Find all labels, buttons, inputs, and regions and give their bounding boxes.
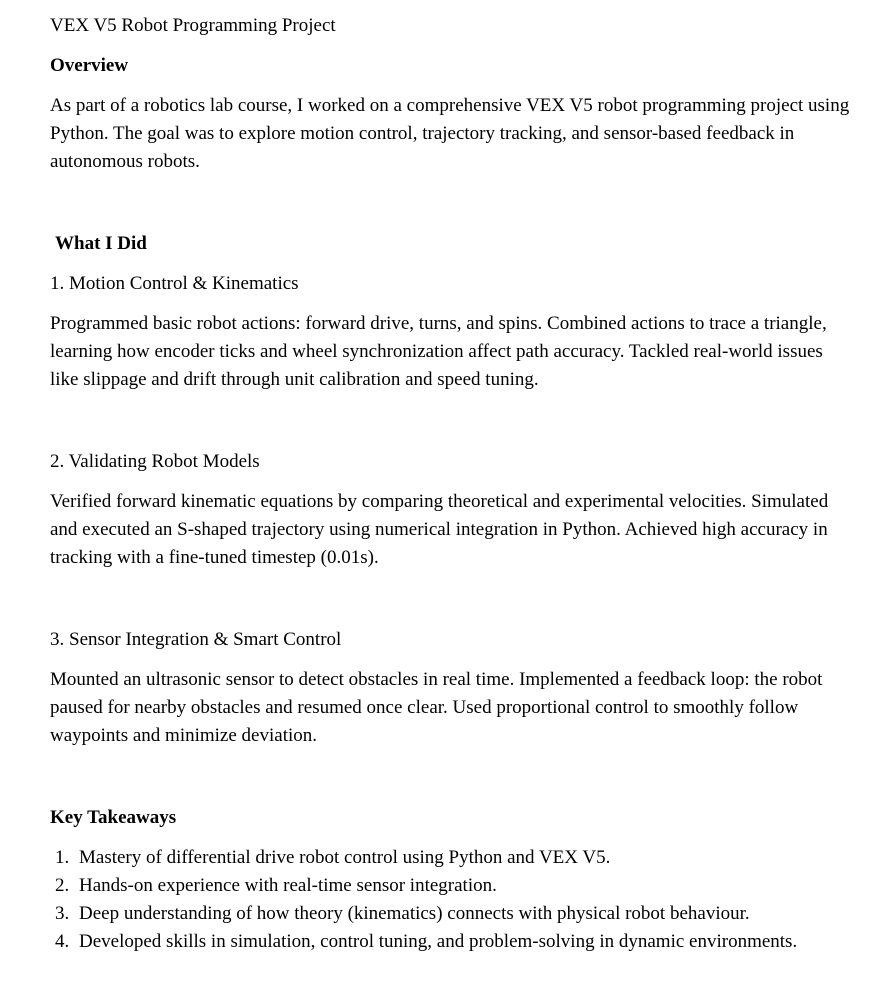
blank-line — [50, 762, 850, 792]
paragraph-sensor-integration: Mounted an ultrasonic sensor to detect obstacles in real time. Implemented a feedback loop: the robot paused for nearby obstacles and resumed once clear. Used proportional control to smoothly follow waypoints and minimize deviation. — [50, 669, 823, 746]
blank-line — [50, 406, 850, 436]
paragraph-validating-models: Verified forward kinematic equations by comparing theoretical and experimental velocities. Simulated and executed an S-shaped trajectory using numerical integration in Python. Achieved high accuracy in tracking with a fine-tuned timestep (0.01s). — [50, 491, 829, 568]
list-item-number: 2. — [55, 875, 70, 896]
list-item — [55, 900, 850, 928]
list-item — [55, 844, 850, 872]
subheading-motion-control: 1. Motion Control & Kinematics — [50, 273, 299, 294]
list-item-text: Hands-on experience with real-time sensor integration. — [79, 875, 497, 896]
list-item-number: 4. — [55, 931, 70, 952]
paragraph-motion-control: Programmed basic robot actions: forward drive, turns, and spins. Combined actions to trace a triangle, learning how encoder ticks and wheel synchronization affect path accuracy. Tackled real-world issues like slippage and drift through unit calibration and speed tuning. — [50, 313, 827, 390]
overview-heading: Overview — [50, 55, 129, 76]
list-item-number: 3. — [55, 903, 70, 924]
list-item-number: 1. — [55, 847, 70, 868]
document-title: VEX V5 Robot Programming Project — [50, 15, 336, 36]
key-takeaways-list — [50, 844, 850, 956]
list-item-text: Developed skills in simulation, control tuning, and problem-solving in dynamic environments. — [79, 931, 798, 952]
blank-line — [50, 584, 850, 614]
subheading-sensor-integration: 3. Sensor Integration & Smart Control — [50, 629, 342, 650]
list-item-text: Mastery of differential drive robot control using Python and VEX V5. — [79, 847, 611, 868]
list-item — [55, 872, 850, 900]
key-takeaways-heading: Key Takeaways — [50, 807, 177, 828]
list-item — [55, 928, 850, 956]
overview-paragraph: As part of a robotics lab course, I worked on a comprehensive VEX V5 robot programming project using Python. The goal was to explore motion control, trajectory tracking, and sensor-based feedback in autonomous robots. — [50, 95, 850, 172]
list-item-text: Deep understanding of how theory (kinematics) connects with physical robot behaviour. — [79, 903, 750, 924]
blank-line — [50, 188, 850, 218]
subheading-validating-models: 2. Validating Robot Models — [50, 451, 260, 472]
what-i-did-heading: What I Did — [55, 233, 147, 254]
